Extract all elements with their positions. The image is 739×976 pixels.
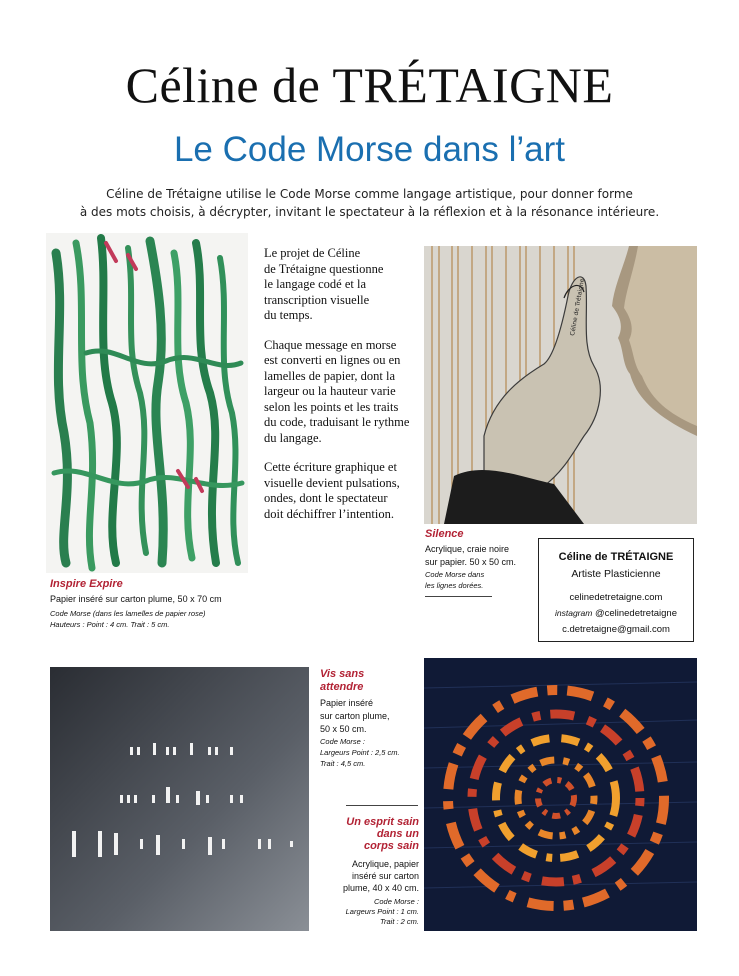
artwork-silence-image (424, 246, 697, 524)
instagram-handle: @celinedetretaigne (594, 608, 677, 619)
esprit-medium-2: inséré sur carton (351, 871, 419, 881)
project-description (264, 246, 414, 536)
silence-divider (425, 596, 492, 597)
morse-relief-graphic (50, 667, 309, 931)
website-link[interactable]: celinedetretaigne.com (569, 592, 663, 603)
artwork-esprit-sain-image (424, 658, 697, 931)
esprit-title-3: corps sain (363, 840, 419, 852)
esprit-medium-3: plume, 40 x 40 cm. (342, 883, 419, 893)
esprit-title-2: dans un (376, 828, 419, 840)
silence-note-2: les lignes dorées. (425, 581, 484, 590)
vis-note-1: Code Morse : (320, 737, 366, 746)
email-link[interactable]: c.detretaigne@gmail.com (562, 624, 670, 635)
silence-title: Silence (425, 528, 464, 540)
contact-card (538, 538, 694, 642)
paragraph-3: Cette écriture graphique et visuelle devient pulsations, ondes, dont le spectateur doit déchiffrer l’intention. (264, 460, 400, 521)
contact-name: Céline de TRÉTAIGNE (558, 551, 674, 563)
inspire-expire-note-1: Code Morse (dans les lamelles de papier rose) (50, 609, 206, 618)
instagram-line[interactable] (539, 608, 693, 619)
contact-role: Artiste Plasticienne (571, 568, 661, 580)
vis-note-2: Largeurs Point : 2,5 cm. (320, 748, 400, 757)
lips-inscription: Céline de Trétaigne (569, 278, 587, 337)
vis-medium-3: 50 x 50 cm. (320, 724, 367, 734)
esprit-caption (318, 816, 419, 927)
inspire-expire-medium: Papier inséré sur carton plume, 50 x 70 cm (50, 594, 222, 604)
concentric-morse-circles-graphic (424, 658, 697, 931)
vis-title-1: Vis sans (320, 668, 365, 680)
silence-medium-2: sur papier. 50 x 50 cm. (425, 557, 517, 567)
vis-medium-1: Papier inséré (320, 698, 374, 708)
instagram-label: instagram (555, 608, 593, 618)
intro-line-2: à des mots choisis, à décrypter, invitant le spectateur à la réflexion et à la résonance intérieure. (79, 205, 660, 219)
silence-hand-graphic (424, 246, 697, 524)
artwork-inspire-expire-image (46, 233, 248, 573)
esprit-divider (346, 805, 418, 806)
esprit-note-1: Code Morse : (373, 897, 419, 906)
intro-line-1: Céline de Trétaigne utilise le Code Morse comme langage artistique, pour donner forme (106, 187, 633, 201)
vis-medium-2: sur carton plume, (320, 711, 390, 721)
esprit-medium-1: Acrylique, papier (351, 859, 419, 869)
vis-title-2: attendre (320, 681, 364, 693)
silence-medium-1: Acrylique, craie noire (425, 544, 510, 554)
inspire-expire-note-2: Hauteurs : Point : 4 cm. Trait : 5 cm. (50, 620, 170, 629)
paragraph-2: Chaque message en morse est converti en lignes ou en lamelles de papier, dont la largeur ou la hauteur varie selon les points et les traits du code, traduisant le rythme du langage. (264, 337, 410, 445)
page-subtitle: Le Code Morse dans l’art (173, 130, 566, 169)
page-title: Céline de TRÉTAIGNE (125, 57, 614, 113)
inspire-expire-title: Inspire Expire (50, 578, 123, 590)
esprit-note-3: Trait : 2 cm. (379, 917, 419, 926)
artwork-vis-sans-attendre-image (50, 667, 309, 931)
green-paper-lamellae-graphic (46, 233, 248, 573)
vis-note-3: Trait : 4,5 cm. (320, 759, 366, 768)
esprit-note-2: Largeurs Point : 1 cm. (345, 907, 419, 916)
silence-note-1: Code Morse dans (425, 570, 485, 579)
paragraph-1: Le projet de Céline de Trétaigne questionne le langage codé et la transcription visuelle du temps. (264, 246, 384, 322)
esprit-title-1: Un esprit sain (346, 816, 419, 828)
